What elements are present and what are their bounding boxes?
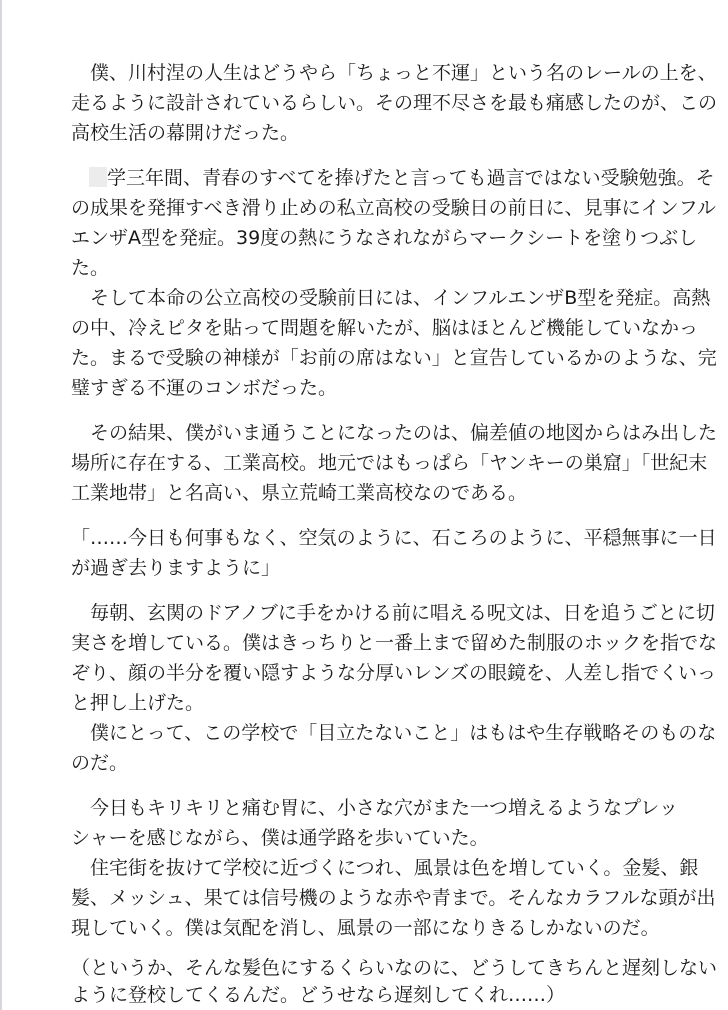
text-line-20: と押し上げた。 bbox=[71, 692, 205, 714]
text-line-1: 僕、川村涅の人生はどうやら「ちょっと不運」という名のレールの上を、 bbox=[71, 62, 717, 84]
text-line-16: が過ぎ去りますように」 bbox=[71, 557, 281, 579]
text-line-10: た。まるで受験の神様が「お前の席はない」と宣告しているかのような、完 bbox=[71, 347, 717, 369]
text-line-2: 走るように設計されているらしい。その理不尽さを最も痛感したのが、この bbox=[71, 92, 718, 114]
text-line-13: 場所に存在する、工業高校。地元ではもっぱら「ヤンキーの巣窟」「世紀末 bbox=[71, 452, 708, 474]
redacted-glyph bbox=[89, 167, 107, 187]
text-line-25: 住宅街を抜けて学校に近づくにつれ、風景は色を増していく。金髪、銀 bbox=[71, 857, 699, 879]
text-line-4 bbox=[71, 165, 715, 191]
text-line-15: 「……今日も何事もなく、空気のように、石ころのように、平穏無事に一日 bbox=[71, 527, 717, 549]
text-line-4-content: 学三年間、青春のすべてを捧げたと言っても過言ではない受験勉強。そ bbox=[107, 167, 715, 189]
text-line-9: の中、冷えピタを貼って問題を解いたが、脳はほとんど機能していなかっ bbox=[71, 317, 699, 339]
text-line-12: その結果、僕がいま通うことになったのは、偏差値の地図からはみ出した bbox=[71, 422, 718, 444]
text-line-28: （というか、そんな髪色にするくらいなのに、どうしてきちんと遅刻しない bbox=[71, 957, 718, 979]
text-line-24: シャーを感じながら、僕は通学路を歩いていた。 bbox=[71, 827, 489, 849]
text-line-17: 毎朝、玄関のドアノブに手をかける前に唱える呪文は、日を追うごとに切 bbox=[71, 602, 715, 624]
text-line-21: 僕にとって、この学校で「目立たないこと」はもはや生存戦略そのものな bbox=[71, 722, 717, 744]
text-line-18: 実さを増している。僕はきっちりと一番上まで留めた制服のホックを指でな bbox=[71, 632, 718, 654]
text-line-29: ように登校してくるんだ。どうせなら遅刻してくれ……） bbox=[71, 984, 566, 1006]
text-line-5: の成果を発揮すべき滑り止めの私立高校の受験日の前日に、見事にインフル bbox=[71, 197, 716, 219]
text-line-22: のだ。 bbox=[71, 752, 129, 774]
text-line-7: た。 bbox=[71, 257, 110, 279]
text-line-19: ぞり、顔の半分を覆い隠すような分厚いレンズの眼鏡を、人差し指でくいっ bbox=[71, 662, 716, 684]
text-line-6: エンザA型を発症。39度の熱にうなされながらマークシートを塗りつぶし bbox=[71, 227, 698, 249]
text-line-3: 高校生活の幕開けだった。 bbox=[71, 122, 300, 144]
text-line-8: そして本命の公立高校の受験前日には、インフルエンザB型を発症。高熱 bbox=[71, 287, 711, 309]
text-line-23: 今日もキリキリと痛む胃に、小さな穴がまた一つ増えるようなプレッ bbox=[71, 797, 679, 819]
text-line-27: 現していく。僕は気配を消し、風景の一部になりきるしかないのだ。 bbox=[71, 917, 660, 939]
text-line-26: 髪、メッシュ、果ては信号機のような赤や青まで。そんなカラフルな頭が出 bbox=[71, 887, 716, 909]
text-line-14: 工業地帯」と名高い、県立荒崎工業高校なのである。 bbox=[71, 482, 528, 504]
text-line-11: 璧すぎる不運のコンボだった。 bbox=[71, 377, 338, 399]
